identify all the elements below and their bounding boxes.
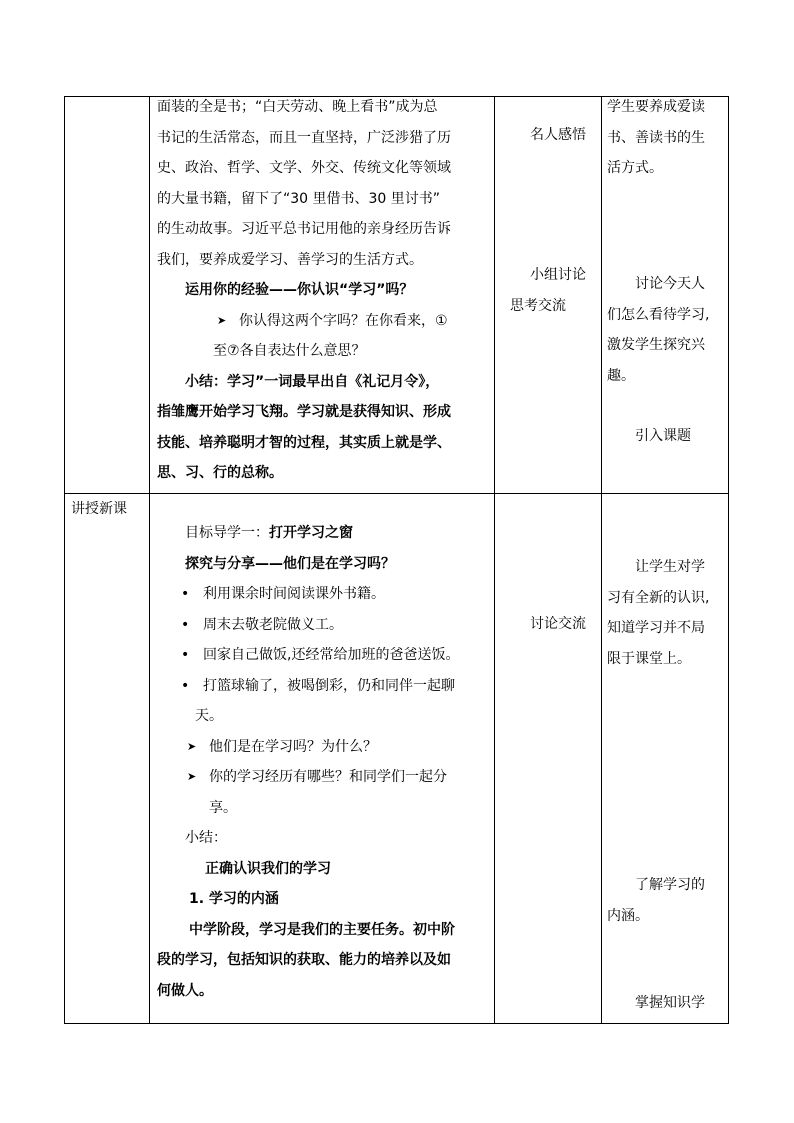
arrow-bullet-icon: ➤ (187, 739, 197, 753)
row1-activity-name-cell (530, 120, 600, 151)
text-line: 的生动故事。习近平总书记用他的亲身经历告诉 (157, 221, 451, 237)
list-item: • 打篮球输了，被喝倒彩，仍和同伴一起聊 (157, 671, 491, 702)
bullet-dot-icon: • (181, 677, 190, 694)
subsection-title: 1. 学习的内涵 (189, 891, 279, 907)
summary-line: 技能、培养聪明才智的过程，其实质上就是学、 (157, 434, 451, 451)
paragraph-line: 何做人。 (157, 982, 213, 999)
table-border-right (728, 96, 729, 1024)
intent-line: 激发学生探究兴 (607, 337, 705, 353)
row2-intent-cell-3 (635, 988, 728, 1019)
paragraph-line: 中学阶段，学习是我们的主要任务。初中阶 (189, 921, 455, 938)
goal-title: 打开学习之窗 (269, 525, 353, 541)
stage-label: 讲授新课 (71, 501, 127, 517)
activity-label: 讨论交流 (530, 616, 586, 632)
row2-stage-cell (71, 494, 149, 525)
goal-prefix: 目标导学一： (185, 525, 269, 541)
intent-line: 趣。 (607, 367, 635, 384)
question-line: 至⑦各自表达什么意思？ (213, 343, 366, 359)
intent-line: 活方式。 (607, 160, 663, 176)
intent-line: 习有全新的认识, (607, 589, 710, 606)
list-item: • 周末去敬老院做义工。 (157, 610, 491, 641)
correct-heading: 正确认识我们的学习 (205, 860, 331, 877)
summary-label: 小结： (185, 830, 227, 846)
goal-heading (157, 518, 491, 549)
intent-line: 掌握知识学 (635, 995, 705, 1011)
paragraph-line: 段的学习，包括知识的获取、能力的培养以及如 (157, 952, 451, 968)
row1-activity-group-cell (510, 260, 600, 321)
activity-label: 名人感悟 (530, 127, 586, 143)
row1-intent-cell-2 (607, 269, 728, 391)
text-line: 书记的生活常态，而且一直坚持，广泛涉猎了历 (157, 129, 451, 146)
intent-line: 知道学习并不局 (607, 620, 705, 636)
row1-intent-cell-3 (635, 421, 728, 452)
arrow-bullet-icon: ➤ (217, 313, 227, 327)
intent-line: 引入课题 (635, 428, 691, 444)
list-item: • 回家自己做饭,还经常给加班的爸爸送饭。 (157, 640, 491, 671)
intent-line: 学生要养成爱读 (607, 99, 705, 115)
row1-content-cell (157, 92, 491, 489)
list-item: • 利用课余时间阅读课外书籍。 (157, 579, 491, 610)
intent-line: 限于课堂上。 (607, 650, 691, 667)
intent-line: 了解学习的 (635, 877, 705, 893)
bullet-dot-icon: • (181, 616, 190, 633)
list-item-continuation: 天。 (195, 708, 223, 724)
question-line: ➤ 你认得这两个字吗？在你看来，① (157, 306, 491, 337)
experience-heading: 运用你的经验——你认识“学习”吗？ (185, 282, 414, 298)
intent-line: 讨论今天人 (635, 276, 705, 292)
text-line: 面装的全是书；“白天劳动、晚上看书”成为总 (157, 99, 438, 115)
table-column-divider (494, 96, 495, 1024)
summary-line: 小结：学习”一词最早出自《礼记月令》， (185, 373, 440, 390)
activity-label: 小组讨论 (530, 267, 586, 283)
row2-intent-cell (607, 552, 728, 674)
table-column-divider (149, 96, 150, 1024)
table-border-left (64, 96, 65, 1024)
table-row-divider (64, 493, 729, 494)
row1-intent-cell (607, 92, 728, 184)
text-line: 我们，要养成爱学习、善学习的生活方式。 (157, 251, 423, 268)
bullet-dot-icon: • (181, 586, 190, 602)
question-continuation: 享。 (209, 799, 237, 816)
intent-line: 书、善读书的生 (607, 129, 705, 146)
row2-activity-cell (530, 609, 600, 640)
arrow-bullet-icon: ➤ (187, 770, 197, 783)
question-line: ➤ 你的学习经历有哪些？和同学们一起分 (157, 762, 491, 793)
intent-line: 内涵。 (607, 907, 649, 924)
activity-label: 思考交流 (510, 297, 566, 314)
intent-line: 让学生对学 (635, 559, 705, 575)
bullet-dot-icon: • (181, 647, 190, 663)
question-line: ➤ 他们是在学习吗？为什么？ (157, 732, 491, 763)
intent-line: 们怎么看待学习, (607, 306, 710, 323)
table-border-bottom (64, 1023, 729, 1024)
text-line: 史、政治、哲学、文学、外交、传统文化等领域 (157, 160, 451, 176)
explore-heading: 探究与分享——他们是在学习吗？ (185, 555, 395, 572)
row2-content-cell (157, 518, 491, 1006)
summary-line: 指雏鹰开始学习飞翔。学习就是获得知识、形成 (157, 404, 451, 420)
table-column-divider (601, 96, 602, 1024)
row2-intent-cell-2 (607, 870, 728, 931)
text-line: 的大量书籍，留下了“30 里借书、30 里讨书” (157, 190, 441, 207)
summary-line: 思、习、行的总称。 (157, 465, 283, 481)
